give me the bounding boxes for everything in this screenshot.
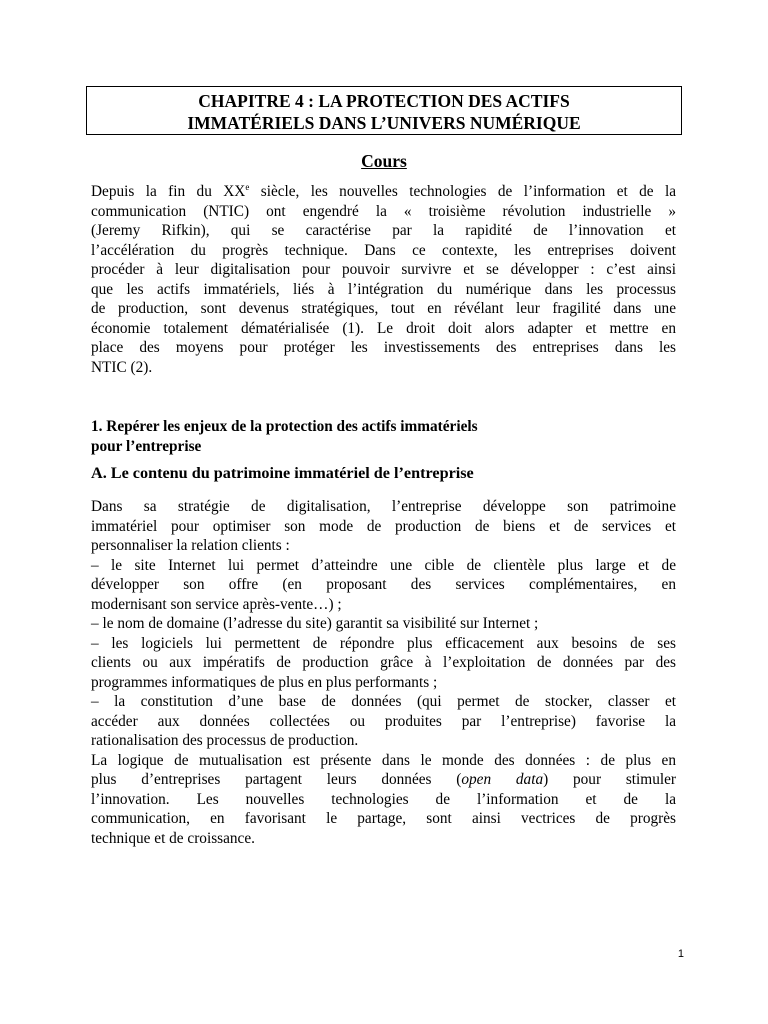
page-number: 1: [677, 948, 684, 960]
heading-line: 1. Repérer les enjeux de la protection des actifs immatériels: [91, 418, 478, 435]
body-text: ) pour stimuler: [543, 771, 676, 788]
body-line: accéder aux données collectées ou produites par l’entreprise) favorise la: [91, 712, 676, 730]
body-line: – le site Internet lui permet d’atteindre une cible de clientèle plus large et de: [91, 556, 676, 574]
intro-line: procéder à leur digitalisation pour pouvoir survivre et se développer : c’est ainsi: [91, 261, 676, 278]
intro-paragraph: [91, 182, 676, 377]
body-line: clients ou aux impératifs de production grâce à l’exploitation de données par des: [91, 654, 676, 671]
intro-line: économie totalement dématérialisée (1). Le droit doit alors adapter et mettre en: [91, 319, 676, 337]
body-line: l’innovation. Les nouvelles technologies de l’information et de la: [91, 790, 676, 808]
body-paragraph: [91, 497, 676, 848]
intro-text: siècle, les nouvelles technologies de l’information et de la: [249, 183, 676, 200]
body-line: communication, en favorisant le partage, sont ainsi vectrices de progrès: [91, 810, 676, 827]
subsection-heading-a: A. Le contenu du patrimoine immatériel de l’entreprise: [91, 464, 474, 482]
body-line: rationalisation des processus de production.: [91, 732, 359, 749]
body-line: modernisant son service après-vente…) ;: [91, 595, 342, 613]
heading-line: pour l’entreprise: [91, 437, 202, 455]
body-line: programmes informatiques de plus en plus performants ;: [91, 673, 438, 691]
italic-term: open data: [461, 771, 544, 788]
body-line: – les logiciels lui permettent de répondre plus efficacement aux besoins de ses: [91, 634, 676, 652]
chapter-title-line-1: CHAPITRE 4 : LA PROTECTION DES ACTIFS: [198, 91, 570, 111]
body-line: La logique de mutualisation est présente dans le monde des données : de plus en: [91, 751, 676, 769]
intro-line: de production, sont devenus stratégiques, tout en révélant leur fragilité dans une: [91, 300, 676, 317]
section-heading-1: [91, 417, 676, 456]
chapter-title-box: [86, 86, 682, 135]
intro-line: [91, 182, 676, 202]
chapter-title-line-2: IMMATÉRIELS DANS L’UNIVERS NUMÉRIQUE: [187, 113, 581, 133]
intro-line: l’accélération du progrès technique. Dans ce contexte, les entreprises doivent: [91, 241, 676, 259]
section-label: Cours: [361, 151, 407, 171]
body-line: technique et de croissance.: [91, 829, 255, 847]
intro-line: communication (NTIC) ont engendré la « troisième révolution industrielle »: [91, 202, 676, 220]
body-line: – la constitution d’une base de données (qui permet de stocker, classer et: [91, 693, 676, 710]
body-line: [91, 770, 676, 790]
intro-text: Depuis la fin du XX: [91, 183, 246, 200]
intro-line: NTIC (2).: [91, 358, 153, 376]
body-text: plus d’entreprises partagent leurs données (: [91, 771, 462, 788]
superscript: e: [245, 182, 250, 192]
body-line: personnaliser la relation clients :: [91, 537, 290, 554]
intro-line: place des moyens pour protéger les investissements des entreprises dans les: [91, 339, 676, 356]
body-line: développer son offre (en proposant des services complémentaires, en: [91, 576, 676, 593]
body-line: Dans sa stratégie de digitalisation, l’entreprise développe son patrimoine: [91, 498, 676, 515]
intro-line: que les actifs immatériels, liés à l’intégration du numérique dans les processus: [91, 280, 676, 298]
body-line: – le nom de domaine (l’adresse du site) garantit sa visibilité sur Internet ;: [91, 615, 539, 632]
intro-line: (Jeremy Rifkin), qui se caractérise par la rapidité de l’innovation et: [91, 222, 676, 239]
body-line: immatériel pour optimiser son mode de production de biens et de services et: [91, 517, 676, 535]
